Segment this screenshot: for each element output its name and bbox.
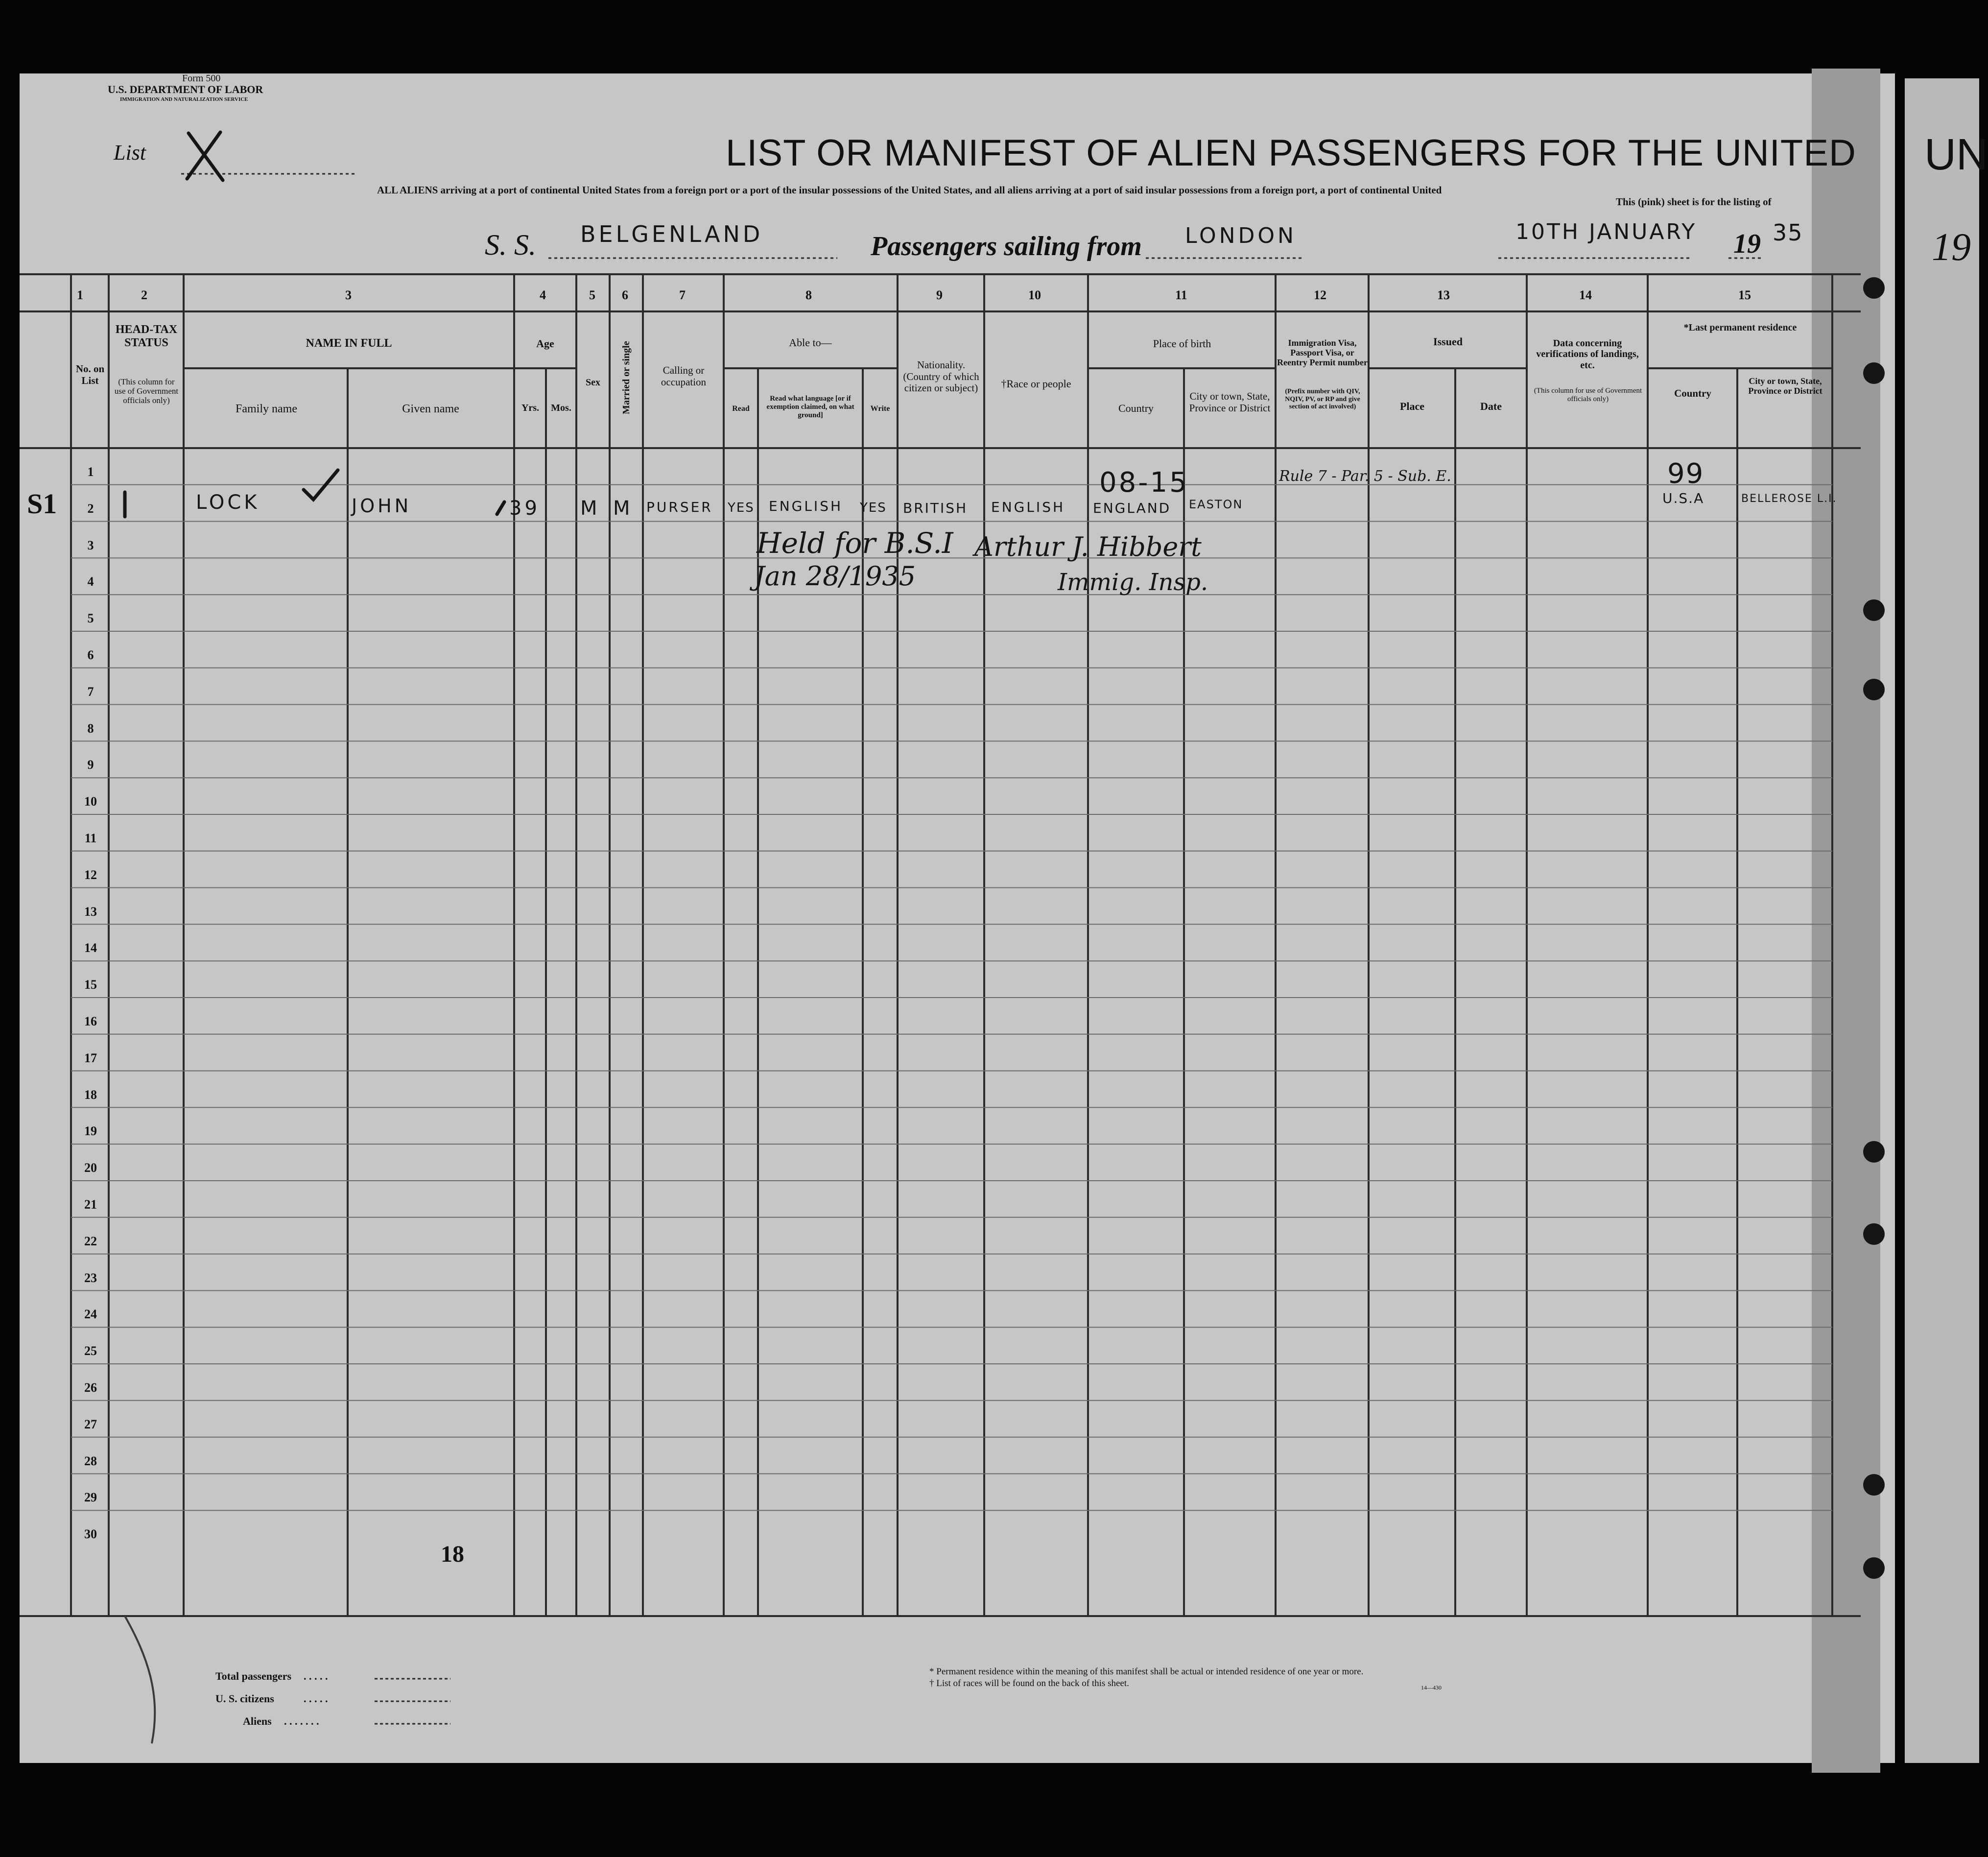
footnote-residence: * Permanent residence within the meaning of this manifest shall be actual or intended residence of one year or more. (929, 1667, 1364, 1677)
adjacent-page-year-fragment: 19 (1932, 226, 1971, 269)
page-title: LIST OR MANIFEST OF ALIEN PASSENGERS FOR THE UNITED (726, 132, 1856, 174)
sailing-date: 10TH JANUARY (1515, 219, 1697, 244)
subtitle-line-2: This (pink) sheet is for the listing of (1616, 196, 1772, 208)
column-number: 14 (1579, 288, 1592, 302)
entry-given-name: JOHN (352, 495, 412, 517)
departure-port: LONDON (1185, 223, 1297, 248)
header-write: Write (870, 405, 890, 413)
header-calling: Calling or occupation (661, 364, 707, 388)
ship-name: BELGENLAND (580, 221, 763, 247)
entry-family-name: LOCK (196, 491, 260, 514)
passenger-count-note: 18 (441, 1541, 464, 1567)
column-number: 2 (141, 288, 147, 302)
header-place-of-birth: Place of birth (1153, 337, 1211, 350)
header-last-residence: *Last permanent residence (1683, 322, 1797, 333)
row-number: 5 (87, 611, 94, 626)
entry-nationality: BRITISH (903, 500, 968, 516)
sailing-label: Passengers sailing from (871, 231, 1142, 262)
entry-read: YES (728, 500, 755, 515)
list-label: List (114, 141, 146, 165)
column-number: 3 (345, 288, 352, 302)
entry-birth-code: 08-15 (1099, 467, 1189, 499)
us-citizens-label: U. S. citizens (215, 1692, 274, 1705)
header-landings: Data concerning verifications of landings, etc. (1536, 338, 1639, 371)
year-prefix: 19 (1733, 229, 1761, 259)
header-read-language: Read what language [or if exemption claimed, on what ground] (766, 395, 854, 419)
row-number: 6 (87, 648, 94, 662)
header-birth-city: City or town, State, Province or District (1189, 390, 1271, 414)
header-issued-place: Place (1399, 400, 1425, 412)
entry-race: ENGLISH (991, 499, 1065, 515)
leader-dots: . . . . . (304, 1670, 328, 1682)
header-landings-note: (This column for use of Government officials only) (1534, 387, 1642, 403)
header-age-months: Mos. (551, 403, 571, 413)
column-number: 15 (1738, 288, 1751, 302)
year-suffix: 35 (1773, 219, 1803, 246)
header-name-in-full: NAME IN FULL (306, 337, 392, 350)
held-note-line-1: Held for B.S.I (757, 526, 953, 560)
header-read: Read (732, 405, 750, 413)
leader-dots: . . . . . (304, 1692, 328, 1705)
entry-residence-country: U.S.A (1662, 490, 1704, 506)
row-number: 24 (84, 1307, 97, 1322)
row-number: 21 (84, 1197, 97, 1212)
row-number: 25 (84, 1344, 97, 1358)
entry-write: YES (860, 500, 887, 515)
entry-residence-code: 99 (1667, 458, 1704, 490)
column-number: 1 (77, 288, 83, 302)
header-married: Married or single (620, 341, 632, 415)
header-age-years: Yrs. (521, 403, 540, 413)
header-visa: Immigration Visa, Passport Visa, or Reentry Permit number (1277, 338, 1368, 368)
header-given-name: Given name (402, 403, 459, 415)
footnote-races: † List of races will be found on the back of this sheet. (929, 1678, 1129, 1689)
column-number: 4 (540, 288, 546, 302)
row-number: 30 (84, 1527, 97, 1542)
row-number: 22 (84, 1234, 97, 1248)
header-head-tax: HEAD-TAX STATUS (115, 323, 178, 349)
row-number: 29 (84, 1490, 97, 1505)
margin-mark: S1 (27, 488, 57, 520)
column-number: 5 (589, 288, 595, 302)
row-number: 13 (84, 904, 97, 919)
entry-language: ENGLISH (769, 498, 843, 514)
aliens-label: Aliens (243, 1715, 272, 1727)
header-race: †Race or people (1001, 378, 1071, 390)
row-number: 20 (84, 1161, 97, 1175)
row-number: 18 (84, 1087, 97, 1102)
entry-birth-city: EASTON (1189, 498, 1243, 511)
row-number: 11 (84, 831, 97, 845)
row-number: 10 (84, 794, 97, 809)
header-issued-date: Date (1480, 400, 1502, 412)
print-code: 14—430 (1421, 1684, 1442, 1691)
entry-visa: Rule 7 - Par. 5 - Sub. E. (1279, 468, 1451, 485)
row-number: 9 (87, 758, 94, 772)
header-sex: Sex (586, 377, 600, 388)
entry-sex: M (580, 497, 600, 520)
entry-residence-city: BELLEROSE L.I. (1741, 493, 1837, 505)
row-number: 28 (84, 1453, 97, 1468)
header-residence-country: Country (1674, 387, 1711, 399)
header-birth-country: Country (1118, 402, 1154, 414)
inspector-signature: Arthur J. Hibbert (974, 531, 1202, 562)
header-nationality: Nationality. (Country of which citizen or subject) (903, 359, 979, 394)
row-number: 27 (84, 1417, 97, 1431)
adjacent-page-title-fragment: UN (1924, 130, 1988, 179)
entry-age-years: 39 (509, 497, 540, 520)
row-number: 26 (84, 1381, 97, 1395)
column-number: 12 (1314, 288, 1326, 302)
leader-dots: . . . . . . . (284, 1715, 319, 1727)
header-able-to: Able to— (789, 336, 832, 349)
column-number: 13 (1437, 288, 1450, 302)
column-number: 11 (1175, 288, 1187, 302)
header-visa-note: (Prefix number with QIV, NQIV, PV, or RP and give section of act involved) (1285, 388, 1360, 411)
total-passengers-label: Total passengers (215, 1670, 292, 1682)
header-no-on-list: No. on List (75, 363, 105, 386)
header-family-name: Family name (236, 403, 297, 415)
row-number: 3 (87, 538, 94, 552)
header-head-tax-note: (This column for use of Government officials only) (114, 377, 179, 405)
entry-marital: M (613, 497, 633, 520)
row-number: 16 (84, 1014, 97, 1028)
row-number: 14 (84, 941, 97, 955)
service-name: IMMIGRATION AND NATURALIZATION SERVICE (120, 96, 248, 102)
column-number: 9 (936, 288, 943, 302)
ss-label: S. S. (485, 229, 536, 261)
row-number: 19 (84, 1124, 97, 1139)
held-note-line-2: Jan 28/1935 (754, 561, 916, 592)
row-number: 7 (87, 684, 94, 699)
row-number: 1 (87, 465, 94, 479)
column-number: 10 (1028, 288, 1041, 302)
inspector-title: Immig. Insp. (1058, 569, 1208, 596)
department-name: U.S. DEPARTMENT OF LABOR (108, 83, 263, 95)
column-number: 7 (679, 288, 686, 302)
row-number: 17 (84, 1050, 97, 1065)
list-value (186, 128, 220, 175)
column-number: 8 (805, 288, 812, 302)
row-number: 2 (87, 501, 94, 516)
row-number: 8 (87, 721, 94, 736)
row-number: 12 (84, 867, 97, 882)
header-residence-city: City or town, State, Province or District (1748, 376, 1822, 396)
row-number: 23 (84, 1270, 97, 1285)
column-number: 6 (622, 288, 628, 302)
entry-birth-country: ENGLAND (1093, 500, 1171, 516)
form-number: Form 500 (182, 73, 221, 84)
row-number: 4 (87, 574, 94, 589)
row-number: 15 (84, 977, 97, 992)
entry-occupation: PURSER (646, 499, 713, 515)
subtitle-line-1: ALL ALIENS arriving at a port of continental United States from a foreign port or a port of the insular possessions of the United States, and all aliens arriving at a port of said insular possessions from a foreign port, a port of continental United (377, 184, 1442, 196)
header-issued: Issued (1433, 335, 1463, 348)
header-age: Age (536, 337, 554, 350)
